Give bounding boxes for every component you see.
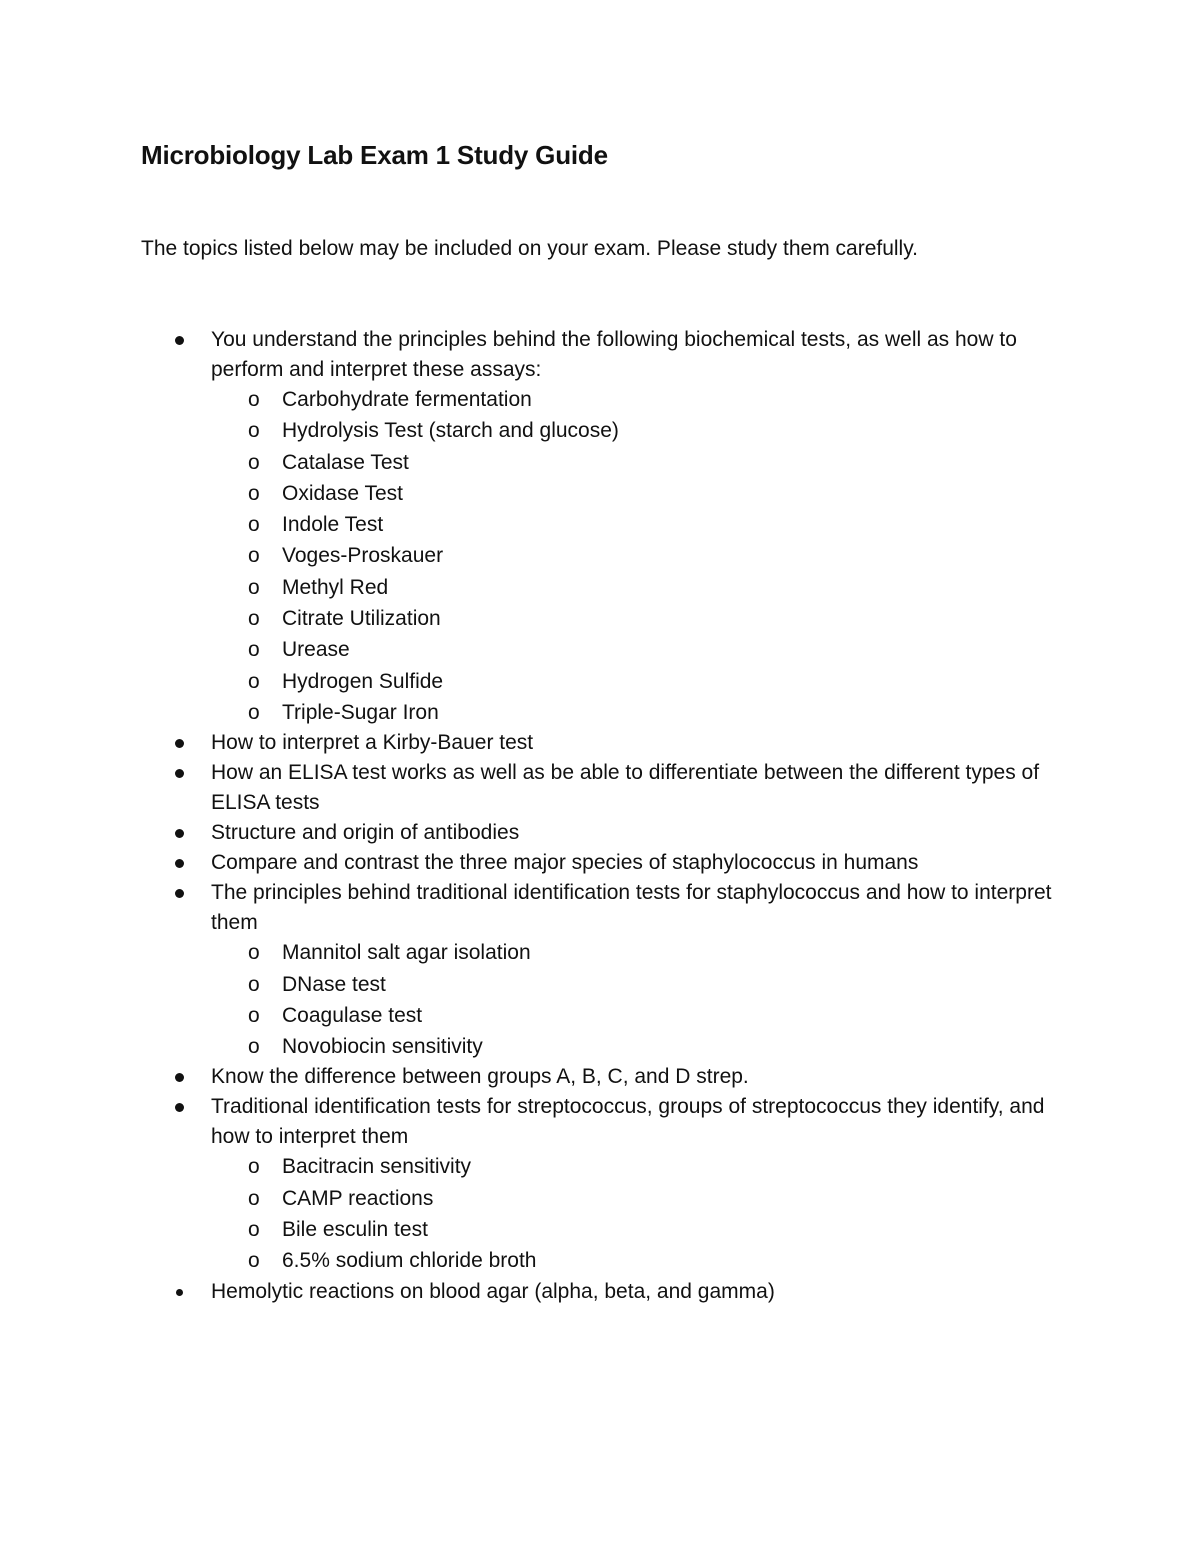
topic-item <box>0 818 1071 848</box>
topic-item <box>0 1062 1071 1092</box>
circle-bullet-icon: o <box>248 638 260 662</box>
subtopic-text: Bile esculin test <box>282 1218 428 1242</box>
subtopic-item <box>0 1031 1200 1062</box>
bullet-icon <box>175 848 189 878</box>
subtopic-item <box>0 969 1200 1000</box>
subtopic-text: Oxidase Test <box>282 481 404 505</box>
topic-item <box>0 325 1071 385</box>
subtopic-item <box>0 666 1200 697</box>
subtopic-item <box>0 1214 1200 1245</box>
circle-bullet-icon: o <box>248 544 260 568</box>
subtopic-item <box>0 1245 1200 1276</box>
topic-item <box>0 848 1071 878</box>
circle-bullet-icon: o <box>248 388 260 411</box>
circle-bullet-icon: o <box>248 513 260 537</box>
subtopic-item <box>0 937 1200 968</box>
subtopic-text: Voges-Proskauer <box>282 544 444 568</box>
subtopic-item <box>0 447 1200 478</box>
subtopic-item <box>0 603 1200 634</box>
topic-text: How an ELISA test works as well as be able to differentiate between the different types of ELISA tests <box>211 761 1040 815</box>
topic-text: How to interpret a Kirby-Bauer test <box>211 731 534 755</box>
topic-item <box>0 758 1071 818</box>
subtopic-item <box>0 384 1200 415</box>
circle-bullet-icon: o <box>248 700 260 724</box>
subtopic-list <box>0 384 1200 728</box>
circle-bullet-icon: o <box>248 607 260 631</box>
subtopic-item <box>0 572 1200 603</box>
topic-item <box>0 1092 1071 1152</box>
circle-bullet-icon: o <box>248 1218 260 1242</box>
bullet-icon <box>175 1277 189 1307</box>
circle-bullet-icon: o <box>248 1035 260 1059</box>
subtopic-item <box>0 415 1200 446</box>
subtopic-text: Catalase Test <box>282 450 409 474</box>
intro-paragraph: The topics listed below may be included on your exam. Please study them carefully. <box>141 237 918 260</box>
subtopic-text: Methyl Red <box>282 575 389 599</box>
subtopic-text: Novobiocin sensitivity <box>282 1035 483 1059</box>
circle-bullet-icon: o <box>248 1155 260 1179</box>
topic-item <box>0 728 1071 758</box>
subtopic-item <box>0 1000 1200 1031</box>
subtopic-text: Bacitracin sensitivity <box>282 1155 472 1179</box>
bullet-icon <box>175 878 189 908</box>
circle-bullet-icon: o <box>248 1003 260 1027</box>
circle-bullet-icon: o <box>248 1186 260 1210</box>
circle-bullet-icon: o <box>248 419 260 443</box>
subtopic-list <box>0 1151 1200 1276</box>
subtopic-item <box>0 697 1200 728</box>
subtopic-list <box>0 937 1200 1062</box>
circle-bullet-icon: o <box>248 450 260 474</box>
bullet-icon <box>175 818 189 848</box>
bullet-icon <box>175 1092 189 1122</box>
subtopic-item <box>0 1183 1200 1214</box>
subtopic-text: Urease <box>282 638 350 662</box>
subtopic-item <box>0 1151 1200 1182</box>
subtopic-text: 6.5% sodium chloride broth <box>282 1249 537 1273</box>
topic-item <box>0 878 1071 938</box>
topic-item <box>0 1277 1071 1307</box>
bullet-icon <box>175 325 189 355</box>
bullet-icon <box>175 1062 189 1092</box>
bullet-icon <box>175 758 189 788</box>
subtopic-text: Triple-Sugar Iron <box>282 700 439 724</box>
topic-text: Structure and origin of antibodies <box>211 821 520 845</box>
topic-text: The principles behind traditional identification tests for staphylococcus and how to interpret them <box>211 881 1052 935</box>
subtopic-text: Indole Test <box>282 513 384 537</box>
circle-bullet-icon: o <box>248 972 260 996</box>
subtopic-item <box>0 634 1200 665</box>
topic-text: Hemolytic reactions on blood agar (alpha, beta, and gamma) <box>211 1279 775 1303</box>
circle-bullet-icon: o <box>248 941 260 965</box>
subtopic-text: Citrate Utilization <box>282 607 441 631</box>
subtopic-item <box>0 540 1200 571</box>
circle-bullet-icon: o <box>248 481 260 505</box>
topic-list <box>0 325 1200 1307</box>
topic-text: Know the difference between groups A, B, C, and D strep. <box>211 1065 749 1089</box>
subtopic-text: DNase test <box>282 972 386 996</box>
topic-text: Traditional identification tests for streptococcus, groups of streptococcus they identify, and how to interpret them <box>211 1095 1045 1149</box>
subtopic-item <box>0 509 1200 540</box>
subtopic-text: Hydrolysis Test (starch and glucose) <box>282 419 619 443</box>
topic-text: You understand the principles behind the following biochemical tests, as well as how to perform and interpret these assays: <box>211 328 1017 381</box>
circle-bullet-icon: o <box>248 575 260 599</box>
document-title: Microbiology Lab Exam 1 Study Guide <box>141 140 608 170</box>
circle-bullet-icon: o <box>248 1249 260 1273</box>
subtopic-text: Mannitol salt agar isolation <box>282 941 531 965</box>
circle-bullet-icon: o <box>248 669 260 693</box>
topic-text: Compare and contrast the three major species of staphylococcus in humans <box>211 851 919 875</box>
subtopic-text: Carbohydrate fermentation <box>282 388 532 411</box>
subtopic-text: Coagulase test <box>282 1003 423 1027</box>
subtopic-text: Hydrogen Sulfide <box>282 669 444 693</box>
subtopic-text: CAMP reactions <box>282 1186 434 1210</box>
subtopic-item <box>0 478 1200 509</box>
bullet-icon <box>175 728 189 758</box>
